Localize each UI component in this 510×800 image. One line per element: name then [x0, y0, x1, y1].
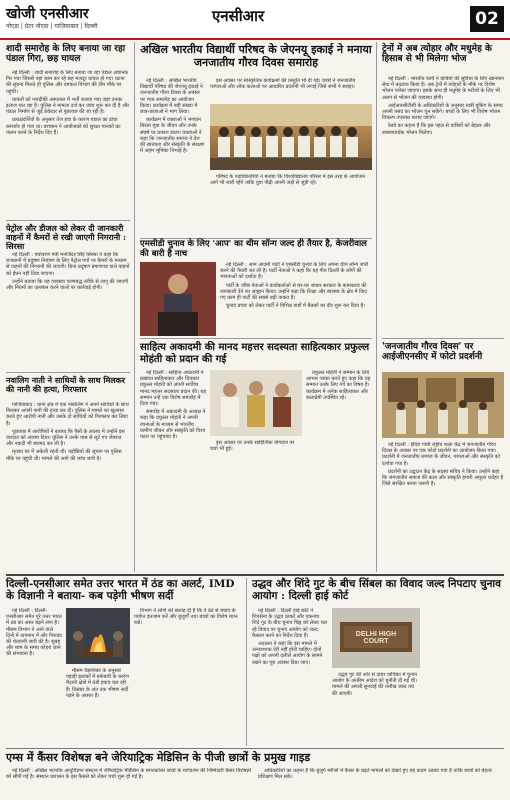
- divider: [382, 338, 504, 339]
- bonfire-photo: [66, 608, 130, 664]
- story-paragraph: नई दिल्ली : साहित्य अकादमी ने प्रख्यात साहित्यकार और चित्रकार प्रफुल्ल मोहंती को अपनी सर्वोच्च मानद महत्तर सदस्यता प्रदान की। यह सम्मान उन्हें एक विशेष समारोह में दिया गया।: [140, 370, 206, 408]
- headline-abvp-jnu: अखिल भारतीय विद्यार्थी परिषद के जेएनयू इकाई ने मनाया जनजातीय गौरव दिवस समारोह: [140, 43, 372, 69]
- column-divider: [376, 42, 377, 572]
- story-paragraph: घायलों को नजदीकी अस्पताल में भर्ती कराया गया जहां उनका इलाज चल रहा है। पुलिस ने मामला दर्ज कर जांच शुरू कर दी है और पंडाल निर्माण से जुड़े ठेकेदार से पूछताछ की जा रही है।: [6, 96, 130, 116]
- story-aiims-guides-cont: [258, 768, 504, 798]
- story-aap-theme-song: [220, 262, 372, 334]
- headline-petrol-diesel: पेट्रोल और डीजल को लेकर दी जानकारी वाहनों में कैमरों से रखी जाएगी निगरानी : सिरसा: [6, 223, 126, 252]
- story-pandal: [6, 70, 130, 218]
- story-paragraph: उद्धव गुट की ओर से दायर याचिका में चुनाव आयोग के अंतरिम आदेश को चुनौती दी गई थी। मामले की अगली सुनवाई की तारीख जल्द तय की जाएगी।: [332, 672, 417, 697]
- story-paragraph: अदालत ने कहा कि इस मामले में अनावश्यक देरी नहीं होनी चाहिए। दोनों पक्षों को अपनी दलीलें आयोग के सामने रखने का पूरा अवसर दिया जाए।: [252, 641, 323, 666]
- headline-pandal: शादी समारोह के लिए बनाया जा रहा पंडाल गिरा, छह घायल: [6, 44, 126, 65]
- story-paragraph: अधिकारियों का कहना है कि बुजुर्ग मरीजों में कैंसर के बढ़ते मामलों को देखते हुए यह कदम उठाया गया है ताकि छात्रों को बेहतर प्रशिक्षण मिल सके।: [258, 768, 492, 781]
- masthead-rule: [0, 38, 510, 40]
- story-shivsena-symbol: [252, 608, 328, 744]
- headline-aiims-guides: एम्स में कैंसर विशेषज्ञ बने जेरियाट्रिक मेडिसिन के पीजी छात्रों के प्रमुख गाइड: [6, 751, 311, 764]
- story-abvp-jnu-cont2: [210, 174, 372, 236]
- story-paragraph: मौसम वैज्ञानिकों के अनुसार पहाड़ी इलाकों में बर्फबारी के कारण मैदानी क्षेत्रों में ठंडी हवाएं चल रही हैं। दिसंबर के अंत तक भीषण सर्दी पड़ने के आसार हैं।: [66, 668, 129, 699]
- story-paragraph: नई दिल्ली : शादी समारोह के लिए बनाया जा रहा पंडाल अचानक गिर गया जिससे वहां काम कर रहे छह मजदूर घायल हो गए। घटना की सूचना मिलते ही पुलिस और दमकल विभाग की टीम मौके पर पहुंची।: [6, 70, 129, 95]
- story-paragraph: परिषद के पदाधिकारियों ने बताया कि विश्वविद्यालय परिसर में इस तरह के आयोजन आगे भी जारी रहेंगे ताकि युवा पीढ़ी अपनी जड़ों से जुड़ी रहे।: [210, 174, 365, 187]
- story-paragraph: मृतका घर में अकेली रहती थी। पड़ोसियों की सूचना पर पुलिस मौके पर पहुंची थी। मामले की आगे की जांच जारी है।: [6, 449, 122, 462]
- group-photo: [210, 104, 372, 170]
- story-paragraph: रेलवे का कहना है कि इस पहल से यात्रियों को बेहतर और स्वास्थ्यवर्धक भोजन मिलेगा।: [382, 123, 491, 136]
- story-paragraph: समारोह में अकादमी के अध्यक्ष ने कहा कि प्रफुल्ल मोहंती ने अपनी रचनाओं के माध्यम से भारतीय ग्रामीण जीवन और संस्कृति को विश्व पटल पर पहुंचाया है।: [140, 409, 206, 441]
- headline-ignca-exhibition: 'जनजातीय गौरव दिवस' पर आईजीएनसीए में फोटो प्रदर्शनी: [382, 342, 483, 363]
- story-paragraph: चुनाव प्रचार को लेकर पार्टी ने विभिन्न वार्डों में बैठकों का दौर शुरू कर दिया है।: [226, 303, 366, 310]
- exhibition-photo: [382, 372, 504, 438]
- story-paragraph: नई दिल्ली : दिल्ली हाई कोर्ट ने शिवसेना के उद्धव ठाकरे और एकनाथ शिंदे गुट के बीच चुनाव चिह्न को लेकर चल रहे विवाद पर चुनाव आयोग को जल्द फैसला करने का निर्देश दिया है।: [252, 608, 328, 639]
- headline-aap-theme-song: एमसीडी चुनाव के लिए 'आप' का थीम सॉन्ग जल्द ही तैयार है, केजरीवाल की बारी है नाच: [140, 239, 367, 259]
- story-paragraph: इस अवसर पर सांस्कृतिक कार्यक्रमों की प्रस्तुति भी दी गई। छात्रों ने जनजातीय परंपराओं और लोक कलाओं पर आधारित प्रदर्शनी भी लगाई जिसे सभी ने सराहा।: [210, 78, 356, 91]
- story-paragraph: नई दिल्ली : इंदिरा गांधी राष्ट्रीय कला केंद्र में जनजातीय गौरव दिवस के अवसर पर एक फोटो प्रदर्शनी का आयोजन किया गया। प्रदर्शनी में जनजातीय समाज के जीवन, परंपराओं और संस्कृति को दर्शाया गया है।: [382, 442, 500, 467]
- story-paragraph: कार्यक्रम में वक्ताओं ने भगवान बिरसा मुंडा के जीवन और उनके संघर्ष पर प्रकाश डाला। वक्ताओं ने कहा कि जनजातीय समाज ने देश की स्वतंत्रता और संस्कृति के संरक्षण में अहम भूमिका निभाई है।: [140, 117, 205, 155]
- story-sahitya-akademi-cont2: [210, 440, 302, 570]
- exhibition-figures: [382, 372, 504, 438]
- story-paragraph: इस अवसर पर उनके साहित्यिक योगदान पर चर्चा भी हुई।: [210, 440, 295, 453]
- story-nani-murder: [6, 402, 130, 572]
- story-paragraph: नई दिल्ली : अखिल भारतीय आयुर्विज्ञान संस्थान में जेरियाट्रिक मेडिसिन के स्नातकोत्तर छात्रों के मार्गदर्शन की जिम्मेदारी कैंसर विशेषज्ञों को सौंपी गई है। संस्थान प्रशासन के इस फैसले को लेकर चर्चा शुरू हो गई है।: [6, 768, 252, 781]
- headline-sahitya-akademi: साहित्य अकादमी की मानद महत्तर सदस्यता साहित्यकार प्रफुल्ल मोहंती को प्रदान की गई: [140, 342, 370, 365]
- headline-nani-murder: नवालिग नाती ने साथियों के साथ मिलकर की नानी की हत्या, गिरफ्तार: [6, 375, 126, 395]
- headline-train-food: ट्रेनों में अब त्योहार और मधुमेह के हिसाब से भी मिलेगा भोज: [382, 44, 492, 65]
- story-train-food: [382, 76, 504, 336]
- section-title: एनसीआर: [212, 7, 265, 25]
- story-paragraph: पार्टी के वरिष्ठ नेताओं ने कार्यकर्ताओं से घर-घर जाकर सरकार के कामकाज की जानकारी देने का आह्वान किया। उन्होंने कहा कि शिक्षा और स्वास्थ्य के क्षेत्र में किए गए काम ही पार्टी की सबसे बड़ी ताकत हैं।: [220, 282, 367, 302]
- kejriwal-photo: [140, 262, 216, 336]
- high-court-sign-text: DELHI HIGH COURT: [355, 631, 397, 645]
- story-abvp-jnu-cont: [210, 78, 370, 102]
- column-divider: [134, 42, 135, 572]
- bonfire-figures: [66, 608, 130, 664]
- story-paragraph: प्रदर्शनी का उद्घाटन केंद्र के सदस्य सचिव ने किया। उन्होंने कहा कि जनजातीय समाज की कला और संस्कृति हमारी अमूल्य धरोहर है जिसे संरक्षित करना जरूरी है।: [382, 468, 504, 488]
- speaker-figure: [140, 262, 216, 336]
- story-ignca-exhibition: [382, 442, 504, 570]
- story-sahitya-akademi-cont: [306, 370, 372, 570]
- brand-name: खोजी एनसीआर: [6, 6, 89, 22]
- story-paragraph: नई दिल्ली : आम आदमी पार्टी ने एमसीडी चुनाव के लिए अपना थीम सॉन्ग जारी करने की तैयारी कर ली है। पार्टी नेताओं ने कहा कि यह गीत दिल्ली के लोगों की भावनाओं को दर्शाता है।: [220, 262, 369, 281]
- story-cold-alert-cont2: [134, 608, 242, 744]
- story-sahitya-akademi: [140, 370, 206, 570]
- story-paragraph: प्रत्यक्षदर्शियों के अनुसार तेज हवा के कारण पंडाल का ढांचा कमजोर हो गया था। प्रशासन ने आयोजकों को सुरक्षा मानकों का पालन करने के निर्देश दिए हैं।: [6, 117, 121, 136]
- story-paragraph: प्रफुल्ल मोहंती ने सम्मान के लिए आभार व्यक्त करते हुए कहा कि यह सम्मान उनके लिए गर्व का विषय है। कार्यक्रम में अनेक साहित्यकार और कलाप्रेमी उपस्थित रहे।: [306, 370, 371, 401]
- column-divider: [246, 578, 247, 746]
- story-paragraph: पूछताछ में आरोपियों ने बताया कि पैसों के लालच में उन्होंने इस वारदात को अंजाम दिया। पुलिस ने उनके पास से लूटे गए जेवरात और नकदी भी बरामद कर ली है।: [6, 428, 125, 448]
- high-court-photo: [332, 608, 420, 668]
- story-petrol-diesel: [6, 252, 130, 370]
- masthead: [0, 0, 510, 40]
- divider: [6, 220, 130, 221]
- story-abvp-jnu: [140, 78, 206, 238]
- section-divider: [6, 574, 504, 576]
- story-paragraph: विभाग ने लोगों को सलाह दी है कि वे ठंड से बचाव के पर्याप्त इंतजाम करें और बुजुर्गों तथा बच्चों का विशेष ध्यान रखें।: [134, 608, 238, 627]
- story-paragraph: आईआरसीटीसी के अधिकारियों के अनुसार यात्री बुकिंग के समय अपनी पसंद का भोजन चुन सकेंगे। बच्चों के लिए भी विशेष भोजन विकल्प उपलब्ध कराए जाएंगे।: [382, 102, 503, 122]
- story-paragraph: नई दिल्ली : भारतीय रेलवे ने यात्रियों की सुविधा के लिए खानपान सेवा में बदलाव किया है। अब ट्रेनों में त्योहारों के मौके पर विशेष भोजन परोसा जाएगा। इसके साथ ही मधुमेह के मरीजों के लिए भी अलग से भोजन की व्यवस्था होगी।: [382, 76, 504, 101]
- story-paragraph: नई दिल्ली : दिल्ली-एनसीआर समेत पूरे उत्तर भारत में ठंड का असर बढ़ने लगा है। मौसम विभाग ने आने वाले दिनों में तापमान में और गिरावट की चेतावनी जारी की है। सुबह और शाम के समय कोहरा छाने की संभावना है।: [6, 608, 62, 658]
- group-photo-figures: [210, 104, 372, 170]
- headline-cold-alert: दिल्ली-एनसीआर समेत उत्तर भारत में ठंड का अलर्ट, IMD के विज्ञानी ने बताया- कब पड़ेगी भीषण सर्दी: [6, 578, 235, 603]
- story-aiims-guides: [6, 768, 252, 798]
- award-photo: [210, 370, 302, 436]
- divider: [140, 338, 372, 339]
- award-figures: [210, 370, 302, 436]
- story-paragraph: नई दिल्ली : पर्यावरण मंत्री मनजिंदर सिंह सिरसा ने कहा कि राजधानी में प्रदूषण नियंत्रण के लिए पेट्रोल पंपों पर कैमरों के माध्यम से वाहनों की निगरानी की जाएगी। बिना प्रदूषण प्रमाणपत्र वाले वाहनों को ईंधन नहीं दिया जाएगा।: [6, 252, 130, 277]
- page-number: 02: [470, 6, 504, 32]
- headline-shivsena-symbol: उद्धव और शिंदे गुट के बीच सिंबल का विवाद जल्द निपटाए चुनाव आयोग : दिल्ली हाई कोर्ट: [252, 578, 501, 603]
- story-shivsena-symbol-cont: [332, 672, 420, 744]
- story-cold-alert: [6, 608, 62, 744]
- story-paragraph: नई दिल्ली : अखिल भारतीय विद्यार्थी परिषद की जेएनयू इकाई ने जनजातीय गौरव दिवस के अवसर पर भव्य समारोह का आयोजन किया। कार्यक्रम में बड़ी संख्या में छात्र-छात्राओं ने भाग लिया।: [140, 78, 203, 116]
- story-paragraph: उन्होंने बताया कि यह व्यवस्था चरणबद्ध तरीके से लागू की जाएगी और नियमों का उल्लंघन करने वालों पर कार्रवाई होगी।: [6, 278, 129, 292]
- masthead-subline: नोएडा | ग्रेटर नोएडा | गाज़ियाबाद | दिल्ली: [6, 23, 98, 30]
- divider: [6, 748, 504, 749]
- story-paragraph: गाजियाबाद : थाना क्षेत्र में एक नाबालिग ने अपने साथियों के साथ मिलकर अपनी नानी की हत्या कर दी। पुलिस ने मामले का खुलासा करते हुए आरोपी नाती और उसके दो साथियों को गिरफ्तार कर लिया है।: [6, 402, 129, 427]
- divider: [6, 372, 130, 373]
- story-cold-alert-cont: [66, 668, 130, 744]
